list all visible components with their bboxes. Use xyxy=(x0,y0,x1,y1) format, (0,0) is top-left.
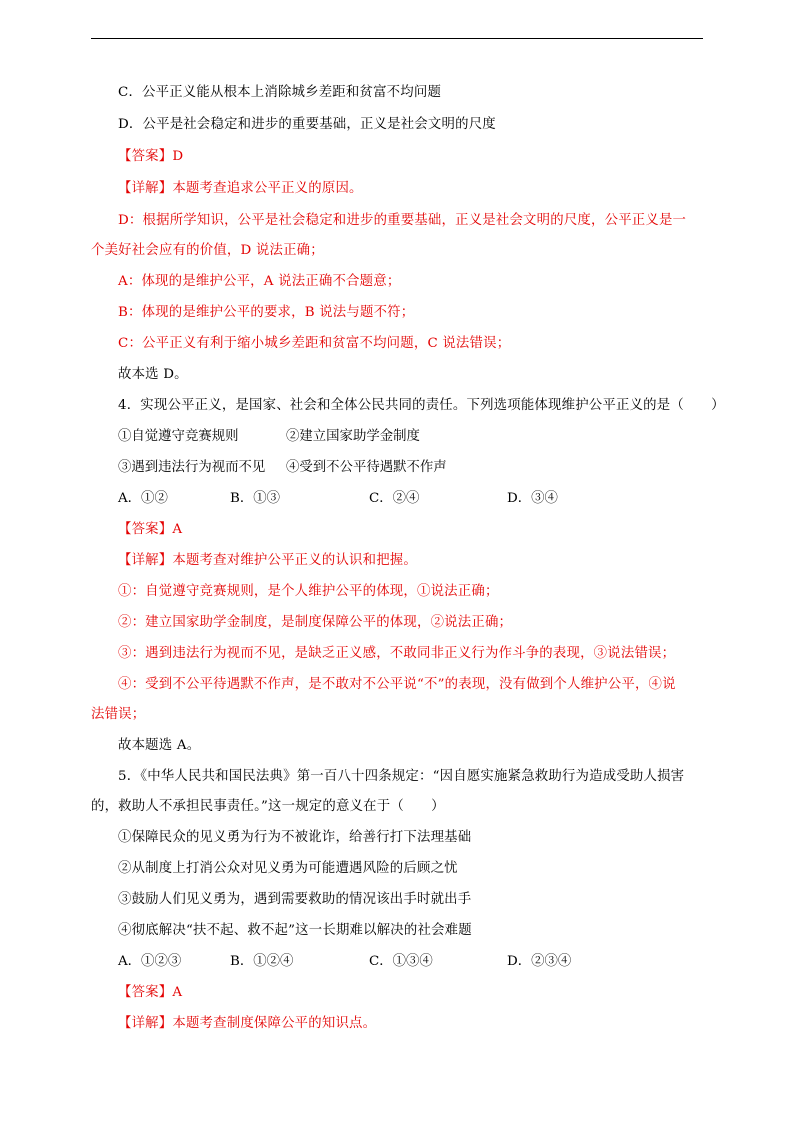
q4-item-2: ②建立国家助学金制度 xyxy=(286,429,420,444)
q5-answer: 【答案】A xyxy=(118,985,183,1000)
q4-item-1: ①自觉遵守竞赛规则 xyxy=(118,429,239,444)
q4-exp-4-line1: ④：受到不公平待遇默不作声，是不敢对不公平说“不”的表现，没有做到个人维护公平，④说 xyxy=(118,677,676,692)
q4-exp-4-line2: 法错误； xyxy=(91,707,146,722)
q3-option-c: C．公平正义能从根本上消除城乡差距和贫富不均问题 xyxy=(118,85,442,100)
q5-item-2: ②从制度上打消公众对见义勇为可能遭遇风险的后顾之忧 xyxy=(118,861,458,876)
q4-exp-2: ②：建立国家助学金制度，是制度保障公平的体现，②说法正确； xyxy=(118,615,513,630)
q4-item-3: ③遇到违法行为视而不见 xyxy=(118,460,266,475)
q5-option-c: C．①③④ xyxy=(369,954,433,969)
q5-item-3: ③鼓励人们见义勇为，遇到需要救助的情况该出手时就出手 xyxy=(118,892,472,907)
q5-stem-line2: 的，救助人不承担民事责任。”这一规定的意义在于（ ） xyxy=(91,799,445,814)
q4-stem: 4．实现公平正义，是国家、社会和全体公民共同的责任。下列选项能体现维护公平正义的是（ ） xyxy=(118,398,725,413)
q4-item-4: ④受到不公平待遇默不作声 xyxy=(286,460,447,475)
q4-option-d: D．③④ xyxy=(507,491,558,506)
q5-detail: 【详解】本题考查制度保障公平的知识点。 xyxy=(118,1016,377,1031)
q4-exp-3: ③：遇到违法行为视而不见，是缺乏正义感，不敢同非正义行为作斗争的表现，③说法错误； xyxy=(118,646,676,661)
q3-detail: 【详解】本题考查追求公平正义的原因。 xyxy=(118,181,363,196)
q4-option-c: C．②④ xyxy=(369,491,420,506)
q5-item-1: ①保障民众的见义勇为行为不被讹诈，给善行打下法理基础 xyxy=(118,830,472,845)
q4-detail: 【详解】本题考查对维护公平正义的认识和把握。 xyxy=(118,553,417,568)
q3-exp-d-line1: D：根据所学知识，公平是社会稳定和进步的重要基础，正义是社会文明的尺度，公平正义是一 xyxy=(118,213,687,228)
q3-conclusion: 故本选 D。 xyxy=(118,367,188,382)
q4-exp-1: ①：自觉遵守竞赛规则，是个人维护公平的体现，①说法正确； xyxy=(118,584,499,599)
q4-answer: 【答案】A xyxy=(118,522,183,537)
q3-option-d: D．公平是社会稳定和进步的重要基础，正义是社会文明的尺度 xyxy=(118,117,496,132)
q4-conclusion: 故本题选 A。 xyxy=(118,738,201,753)
header-rule xyxy=(91,38,703,39)
q4-option-b: B．①③ xyxy=(230,491,281,506)
q5-option-d: D．②③④ xyxy=(507,954,572,969)
q3-exp-b: B：体现的是维护公平的要求，B 说法与题不符； xyxy=(118,305,415,320)
q5-option-b: B．①②④ xyxy=(230,954,294,969)
q3-exp-a: A：体现的是维护公平，A 说法正确不合题意； xyxy=(118,274,401,289)
q3-exp-d-line2: 个美好社会应有的价值，D 说法正确； xyxy=(91,243,324,258)
q3-exp-c: C：公平正义有利于缩小城乡差距和贫富不均问题，C 说法错误； xyxy=(118,336,511,351)
q5-stem-line1: 5．《中华人民共和国民法典》第一百八十四条规定：“因自愿实施紧急救助行为造成受助人损害 xyxy=(118,769,685,784)
q5-option-a: A．①②③ xyxy=(118,954,182,969)
q4-option-a: A．①② xyxy=(118,491,168,506)
q5-item-4: ④彻底解决“扶不起、救不起”这一长期难以解决的社会难题 xyxy=(118,923,472,938)
q3-answer: 【答案】D xyxy=(118,149,184,164)
